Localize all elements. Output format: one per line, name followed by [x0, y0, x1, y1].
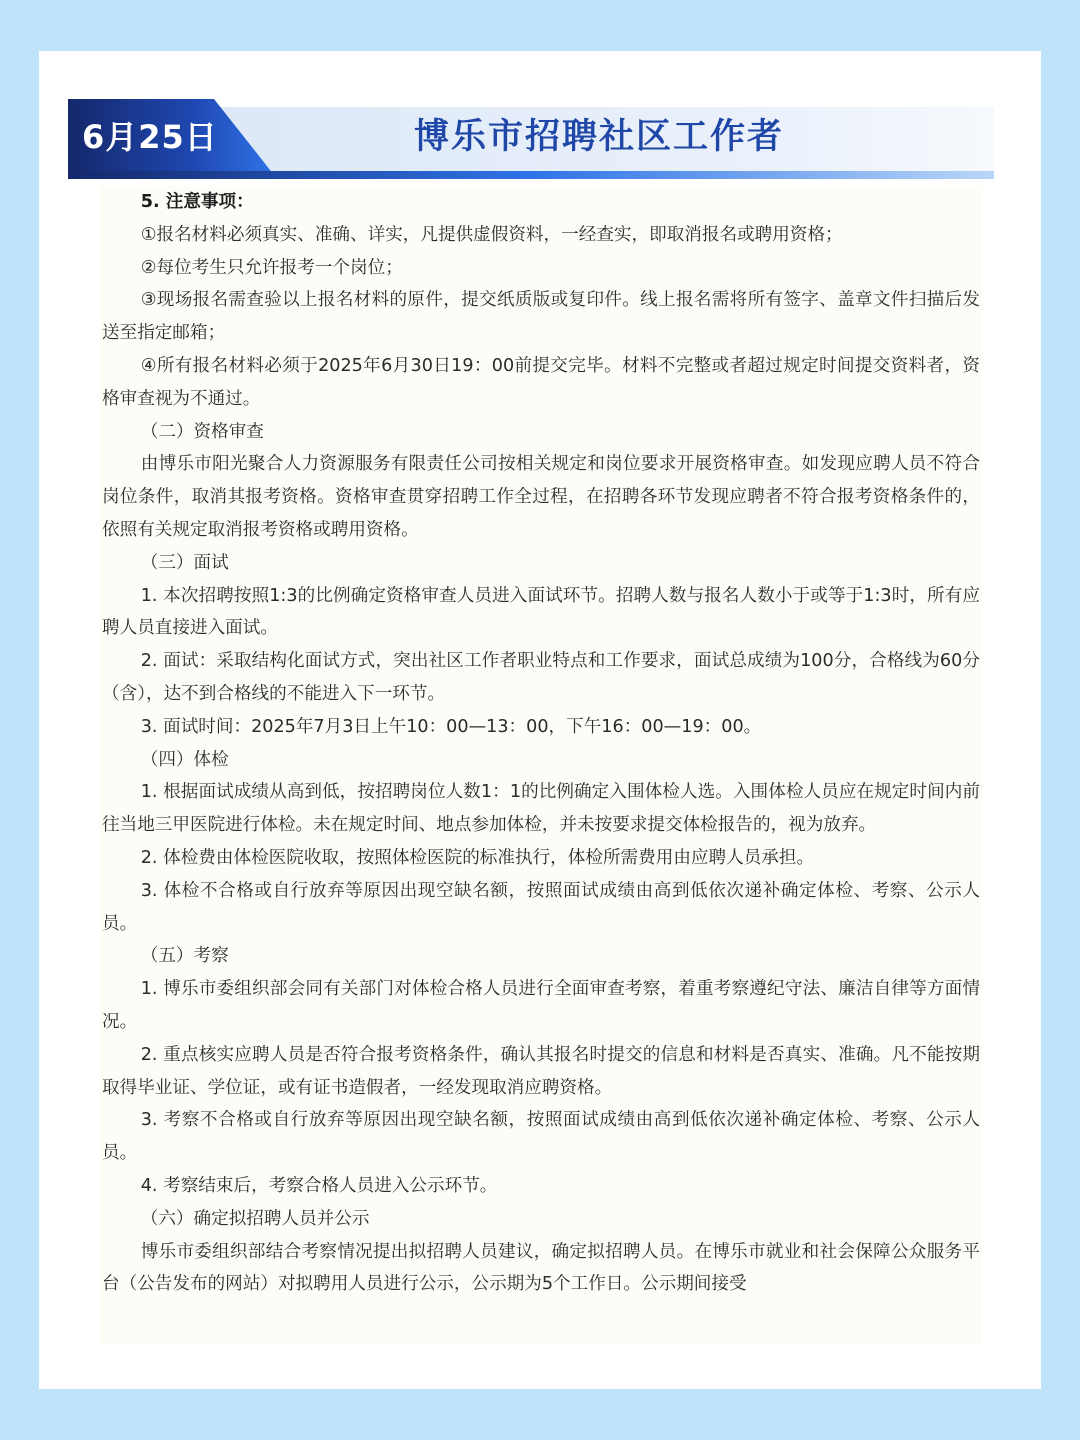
- date-label: 6月25日: [82, 118, 218, 156]
- paragraph: （五）考察: [140, 946, 229, 967]
- paragraph: 3. 考察不合格或自行放弃等原因出现空缺名额，按照面试成绩由高到低依次递补确定体检、考察、公示人员。: [102, 1110, 980, 1164]
- header-banner: [68, 99, 994, 179]
- paragraph: （二）资格审查: [140, 421, 264, 442]
- paragraph: ①报名材料必须真实、准确、详实，凡提供虚假资料，一经查实，即取消报名或聘用资格；: [140, 224, 843, 245]
- paragraph: 1. 根据面试成绩从高到低，按招聘岗位人数1：1的比例确定入围体检人选。入围体检人员应在规定时间内前往当地三甲医院进行体检。未在规定时间、地点参加体检，并未按要求提交体检报告的，视为放弃。: [102, 782, 980, 836]
- paragraph: 博乐市委组织部结合考察情况提出拟招聘人员建议，确定拟招聘人员。在博乐市就业和社会保障公众服务平台（公告发布的网站）对拟聘用人员进行公示，公示期为5个工作日。公示期间接受: [102, 1241, 980, 1295]
- paragraph: ③现场报名需查验以上报名材料的原件，提交纸质版或复印件。线上报名需将所有签字、盖章文件扫描后发送至指定邮箱；: [102, 290, 980, 344]
- paragraph: （三）面试: [140, 552, 229, 573]
- paragraph: 由博乐市阳光聚合人力资源服务有限责任公司按相关规定和岗位要求开展资格审查。如发现应聘人员不符合岗位条件，取消其报考资格。资格审查贯穿招聘工作全过程，在招聘各环节发现应聘者不符合报考资格条件的，依照有关规定取消报考资格或聘用资格。: [102, 454, 980, 540]
- paragraph: 2. 重点核实应聘人员是否符合报考资格条件，确认其报名时提交的信息和材料是否真实、准确。凡不能按期取得毕业证、学位证，或有证书造假者，一经发现取消应聘资格。: [102, 1044, 980, 1098]
- paragraph: 1. 本次招聘按照1:3的比例确定资格审查人员进入面试环节。招聘人数与报名人数小于或等于1:3时，所有应聘人员直接进入面试。: [102, 585, 980, 639]
- paragraph: ④所有报名材料必须于2025年6月30日19：00前提交完毕。材料不完整或者超过规定时间提交资料者，资格审查视为不通过。: [102, 355, 980, 409]
- paragraph: （六）确定拟招聘人员并公示: [140, 1208, 370, 1229]
- paragraph: 3. 面试时间：2025年7月3日上午10：00—13：00，下午16：00—19：00。: [140, 716, 762, 737]
- paragraph: ②每位考生只允许报考一个岗位；: [140, 257, 403, 278]
- document-body: [100, 186, 982, 1344]
- paragraph: （四）体检: [140, 749, 229, 770]
- paragraph: 3. 体检不合格或自行放弃等原因出现空缺名额，按照面试成绩由高到低依次递补确定体检、考察、公示人员。: [102, 880, 980, 934]
- page-title: 博乐市招聘社区工作者: [414, 117, 785, 157]
- paragraph: 1. 博乐市委组织部会同有关部门对体检合格人员进行全面审查考察，着重考察遵纪守法、廉洁自律等方面情况。: [102, 979, 980, 1032]
- section-heading: 5. 注意事项：: [140, 192, 254, 212]
- paragraph: 4. 考察结束后，考察合格人员进入公示环节。: [140, 1175, 498, 1196]
- paragraph: 2. 体检费由体检医院收取，按照体检医院的标准执行，体检所需费用由应聘人员承担。: [140, 847, 815, 868]
- document-text: [100, 186, 982, 1301]
- paragraph: 2. 面试：采取结构化面试方式，突出社区工作者职业特点和工作要求，面试总成绩为100分，合格线为60分（含），达不到合格线的不能进入下一环节。: [102, 651, 980, 704]
